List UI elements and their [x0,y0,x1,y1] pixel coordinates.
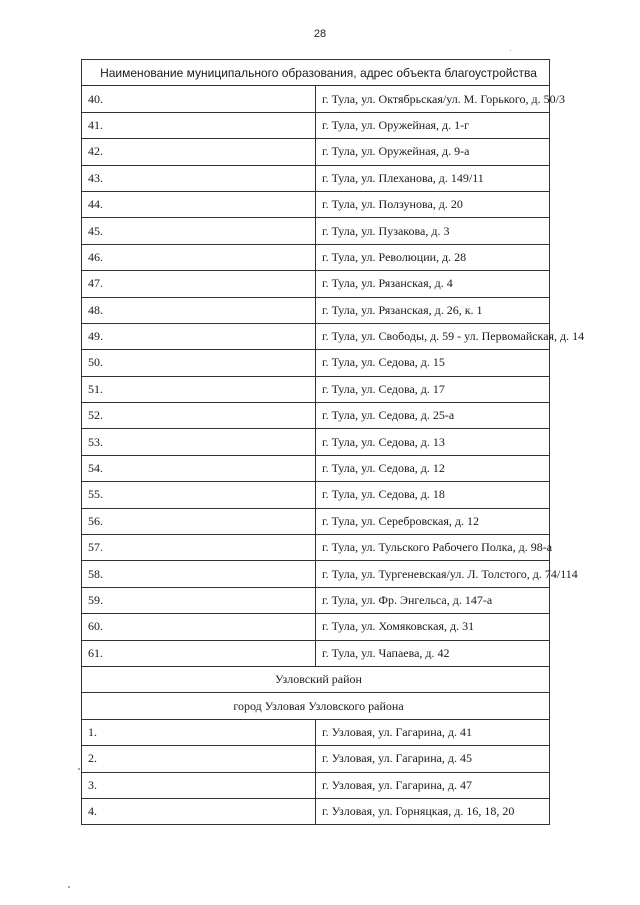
row-number: 52. [82,403,316,429]
table-row [82,482,550,508]
table-row [82,772,550,798]
row-number: 60. [82,614,316,640]
table-row [82,86,550,112]
table-row [82,561,550,587]
table-row [82,271,550,297]
row-address: г. Тула, ул. Седова, д. 17 [316,376,550,402]
table-header-row [82,60,550,86]
row-number: 49. [82,323,316,349]
table-row [82,323,550,349]
row-number: 43. [82,165,316,191]
row-number: 1. [82,719,316,745]
row-number: 56. [82,508,316,534]
scan-speck [78,768,80,770]
row-number: 48. [82,297,316,323]
table-row [82,508,550,534]
row-address: г. Тула, ул. Тульского Рабочего Полка, д. 98-а [316,535,550,561]
table-row [82,429,550,455]
row-number: 41. [82,112,316,138]
row-address: г. Тула, ул. Ползунова, д. 20 [316,191,550,217]
row-number: 4. [82,798,316,824]
table-row [82,139,550,165]
row-address: г. Тула, ул. Фр. Энгельса, д. 147-а [316,587,550,613]
table-row [82,403,550,429]
row-address: г. Узловая, ул. Гагарина, д. 47 [316,772,550,798]
table-row [82,376,550,402]
row-number: 58. [82,561,316,587]
row-number: 44. [82,191,316,217]
row-address: г. Тула, ул. Рязанская, д. 4 [316,271,550,297]
row-address: г. Тула, ул. Седова, д. 25-а [316,403,550,429]
row-address: г. Тула, ул. Оружейная, д. 1-г [316,112,550,138]
row-number: 53. [82,429,316,455]
table-row [82,218,550,244]
row-address: г. Тула, ул. Чапаева, д. 42 [316,640,550,666]
table-row [82,798,550,824]
row-number: 47. [82,271,316,297]
row-address: г. Тула, ул. Рязанская, д. 26, к. 1 [316,297,550,323]
row-number: 3. [82,772,316,798]
row-address: г. Тула, ул. Седова, д. 18 [316,482,550,508]
district-title: Узловский район [82,666,550,692]
table-row [82,244,550,270]
table-row [82,614,550,640]
table-row [82,297,550,323]
row-address: г. Тула, ул. Седова, д. 15 [316,350,550,376]
page-number: 28 [313,28,327,40]
row-address: г. Тула, ул. Седова, д. 13 [316,429,550,455]
row-number: 51. [82,376,316,402]
address-table-body [82,60,585,825]
row-number: 50. [82,350,316,376]
row-address: г. Узловая, ул. Горняцкая, д. 16, 18, 20 [316,798,550,824]
row-address: г. Узловая, ул. Гагарина, д. 41 [316,719,550,745]
row-address: г. Тула, ул. Седова, д. 12 [316,455,550,481]
row-address: г. Узловая, ул. Гагарина, д. 45 [316,746,550,772]
city-row [82,693,550,719]
row-address: г. Тула, ул. Плеханова, д. 149/11 [316,165,550,191]
scan-speck [68,886,70,888]
table-row [82,640,550,666]
row-address: г. Тула, ул. Пузакова, д. 3 [316,218,550,244]
row-number: 57. [82,535,316,561]
row-address: г. Тула, ул. Революции, д. 28 [316,244,550,270]
table-row [82,587,550,613]
row-address: г. Тула, ул. Серебровская, д. 12 [316,508,550,534]
table-row [82,746,550,772]
row-number: 45. [82,218,316,244]
row-address: г. Тула, ул. Октябрьская/ул. М. Горького, д. 50/3 [316,86,550,112]
row-number: 2. [82,746,316,772]
row-number: 55. [82,482,316,508]
row-number: 59. [82,587,316,613]
table-row [82,719,550,745]
table-row [82,112,550,138]
table-row [82,535,550,561]
district-row [82,666,550,692]
row-number: 40. [82,86,316,112]
row-number: 42. [82,139,316,165]
city-title: город Узловая Узловского района [82,693,550,719]
table-row [82,455,550,481]
row-number: 46. [82,244,316,270]
table-row [82,350,550,376]
row-number: 54. [82,455,316,481]
table-row [82,191,550,217]
scan-speck [510,50,511,51]
row-address: г. Тула, ул. Свободы, д. 59 - ул. Первомайская, д. 14 [316,323,550,349]
address-table [81,59,585,825]
table-row [82,165,550,191]
row-number: 61. [82,640,316,666]
row-address: г. Тула, ул. Оружейная, д. 9-а [316,139,550,165]
row-address: г. Тула, ул. Хомяковская, д. 31 [316,614,550,640]
table-header: Наименование муниципального образования, адрес объекта благоустройства [82,60,550,86]
row-address: г. Тула, ул. Тургеневская/ул. Л. Толстого, д. 74/114 [316,561,550,587]
